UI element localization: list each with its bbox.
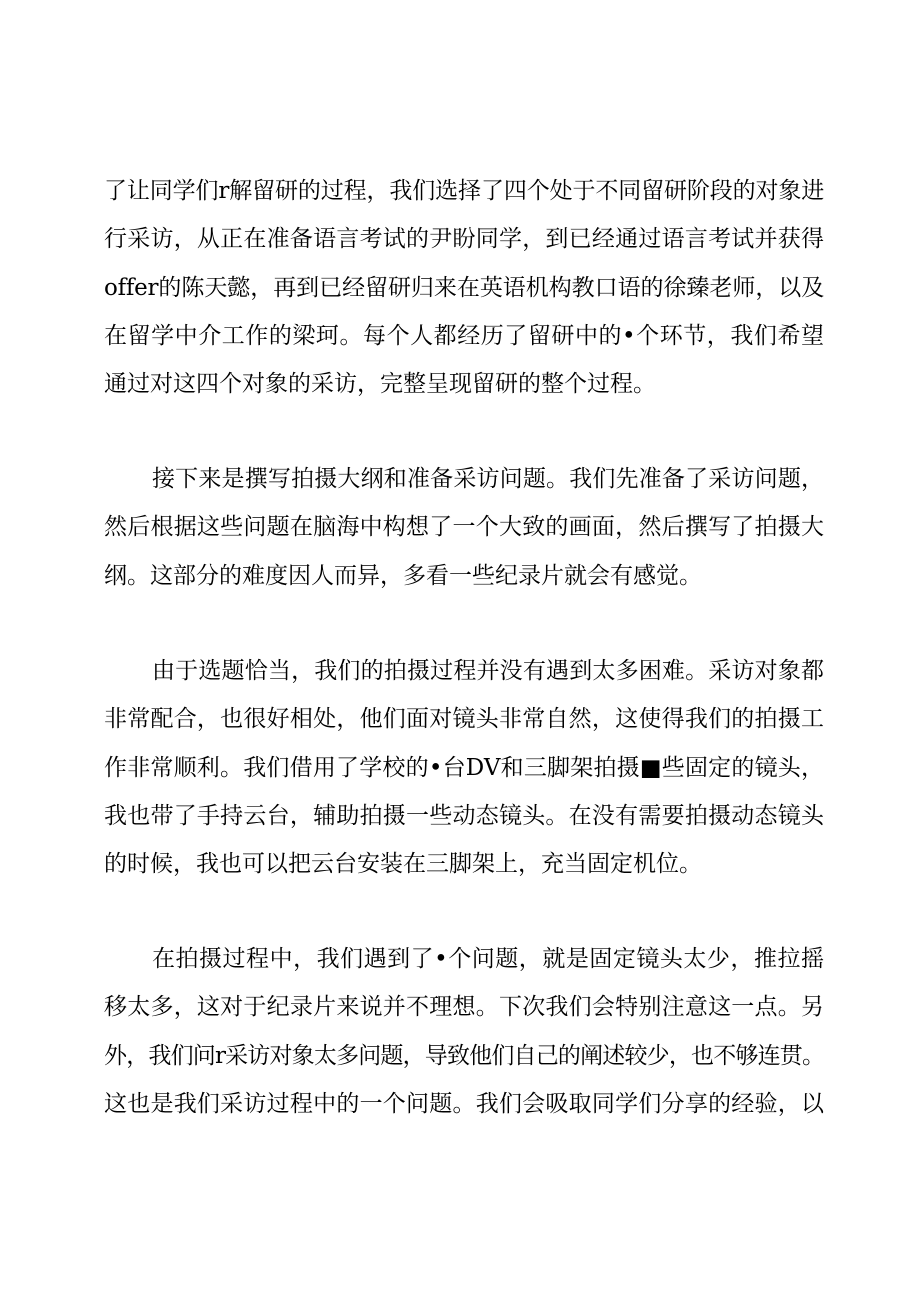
text-line: 由于选题恰当，我们的拍摄过程并没有遇到太多困难。采访对象都 xyxy=(152,658,824,684)
text-line: 非常配合，也很好相处，他们面对镜头非常自然，这使得我们的拍摄工 xyxy=(104,706,824,733)
paragraph-problems-encountered xyxy=(104,935,824,1128)
text-line: 在留学中介工作的梁珂。每个人都经历了留研中的•个环节，我们希望 xyxy=(104,322,824,349)
text-line: 移太多，这对于纪录片来说并不理想。下次我们会特别注意这一点。另 xyxy=(104,994,824,1021)
text-line: 通过对这四个对象的采访，完整呈现留研的整个过程。 xyxy=(104,371,656,398)
paragraph-interview-subjects xyxy=(104,167,824,408)
text-line: 了让同学们r解留研的过程，我们选择了四个处于不同留研阶段的对象进 xyxy=(104,178,824,204)
text-line: offer的陈天懿，再到已经留研归来在英语机构教口语的徐臻老师，以及 xyxy=(104,274,824,301)
text-line: 纲。这部分的难度因人而异，多看一些纪录片就会有感觉。 xyxy=(104,562,702,589)
text-line: 这也是我们采访过程中的一个问题。我们会吸取同学们分享的经验，以 xyxy=(104,1090,824,1117)
text-line: 我也带了手持云台，辅助拍摄一些动态镜头。在没有需要拍摄动态镜头 xyxy=(104,802,824,829)
text-line: 外，我们问r采访对象太多问题，导致他们自己的阐述较少，也不够连贯。 xyxy=(104,1042,824,1069)
text-line: 然后根据这些问题在脑海中构想了一个大致的画面，然后撰写了拍摄大 xyxy=(104,514,824,541)
paragraph-shooting-process xyxy=(104,647,824,888)
text-line: 行采访，从正在准备语言考试的尹盼同学，到已经通过语言考试并获得 xyxy=(104,226,824,253)
text-line: 接下来是撰写拍摄大纲和准备采访问题。我们先准备了采访问题， xyxy=(152,466,824,492)
paragraph-outline-and-questions xyxy=(104,455,824,600)
text-line: 的时候，我也可以把云台安装在三脚架上，充当固定机位。 xyxy=(104,851,702,878)
text-line: 在拍摄过程中，我们遇到了•个问题，就是固定镜头太少，推拉摇 xyxy=(152,946,824,972)
text-line: 作非常顺利。我们借用了学校的•台DV和三脚架拍摄■些固定的镜头， xyxy=(104,754,824,781)
